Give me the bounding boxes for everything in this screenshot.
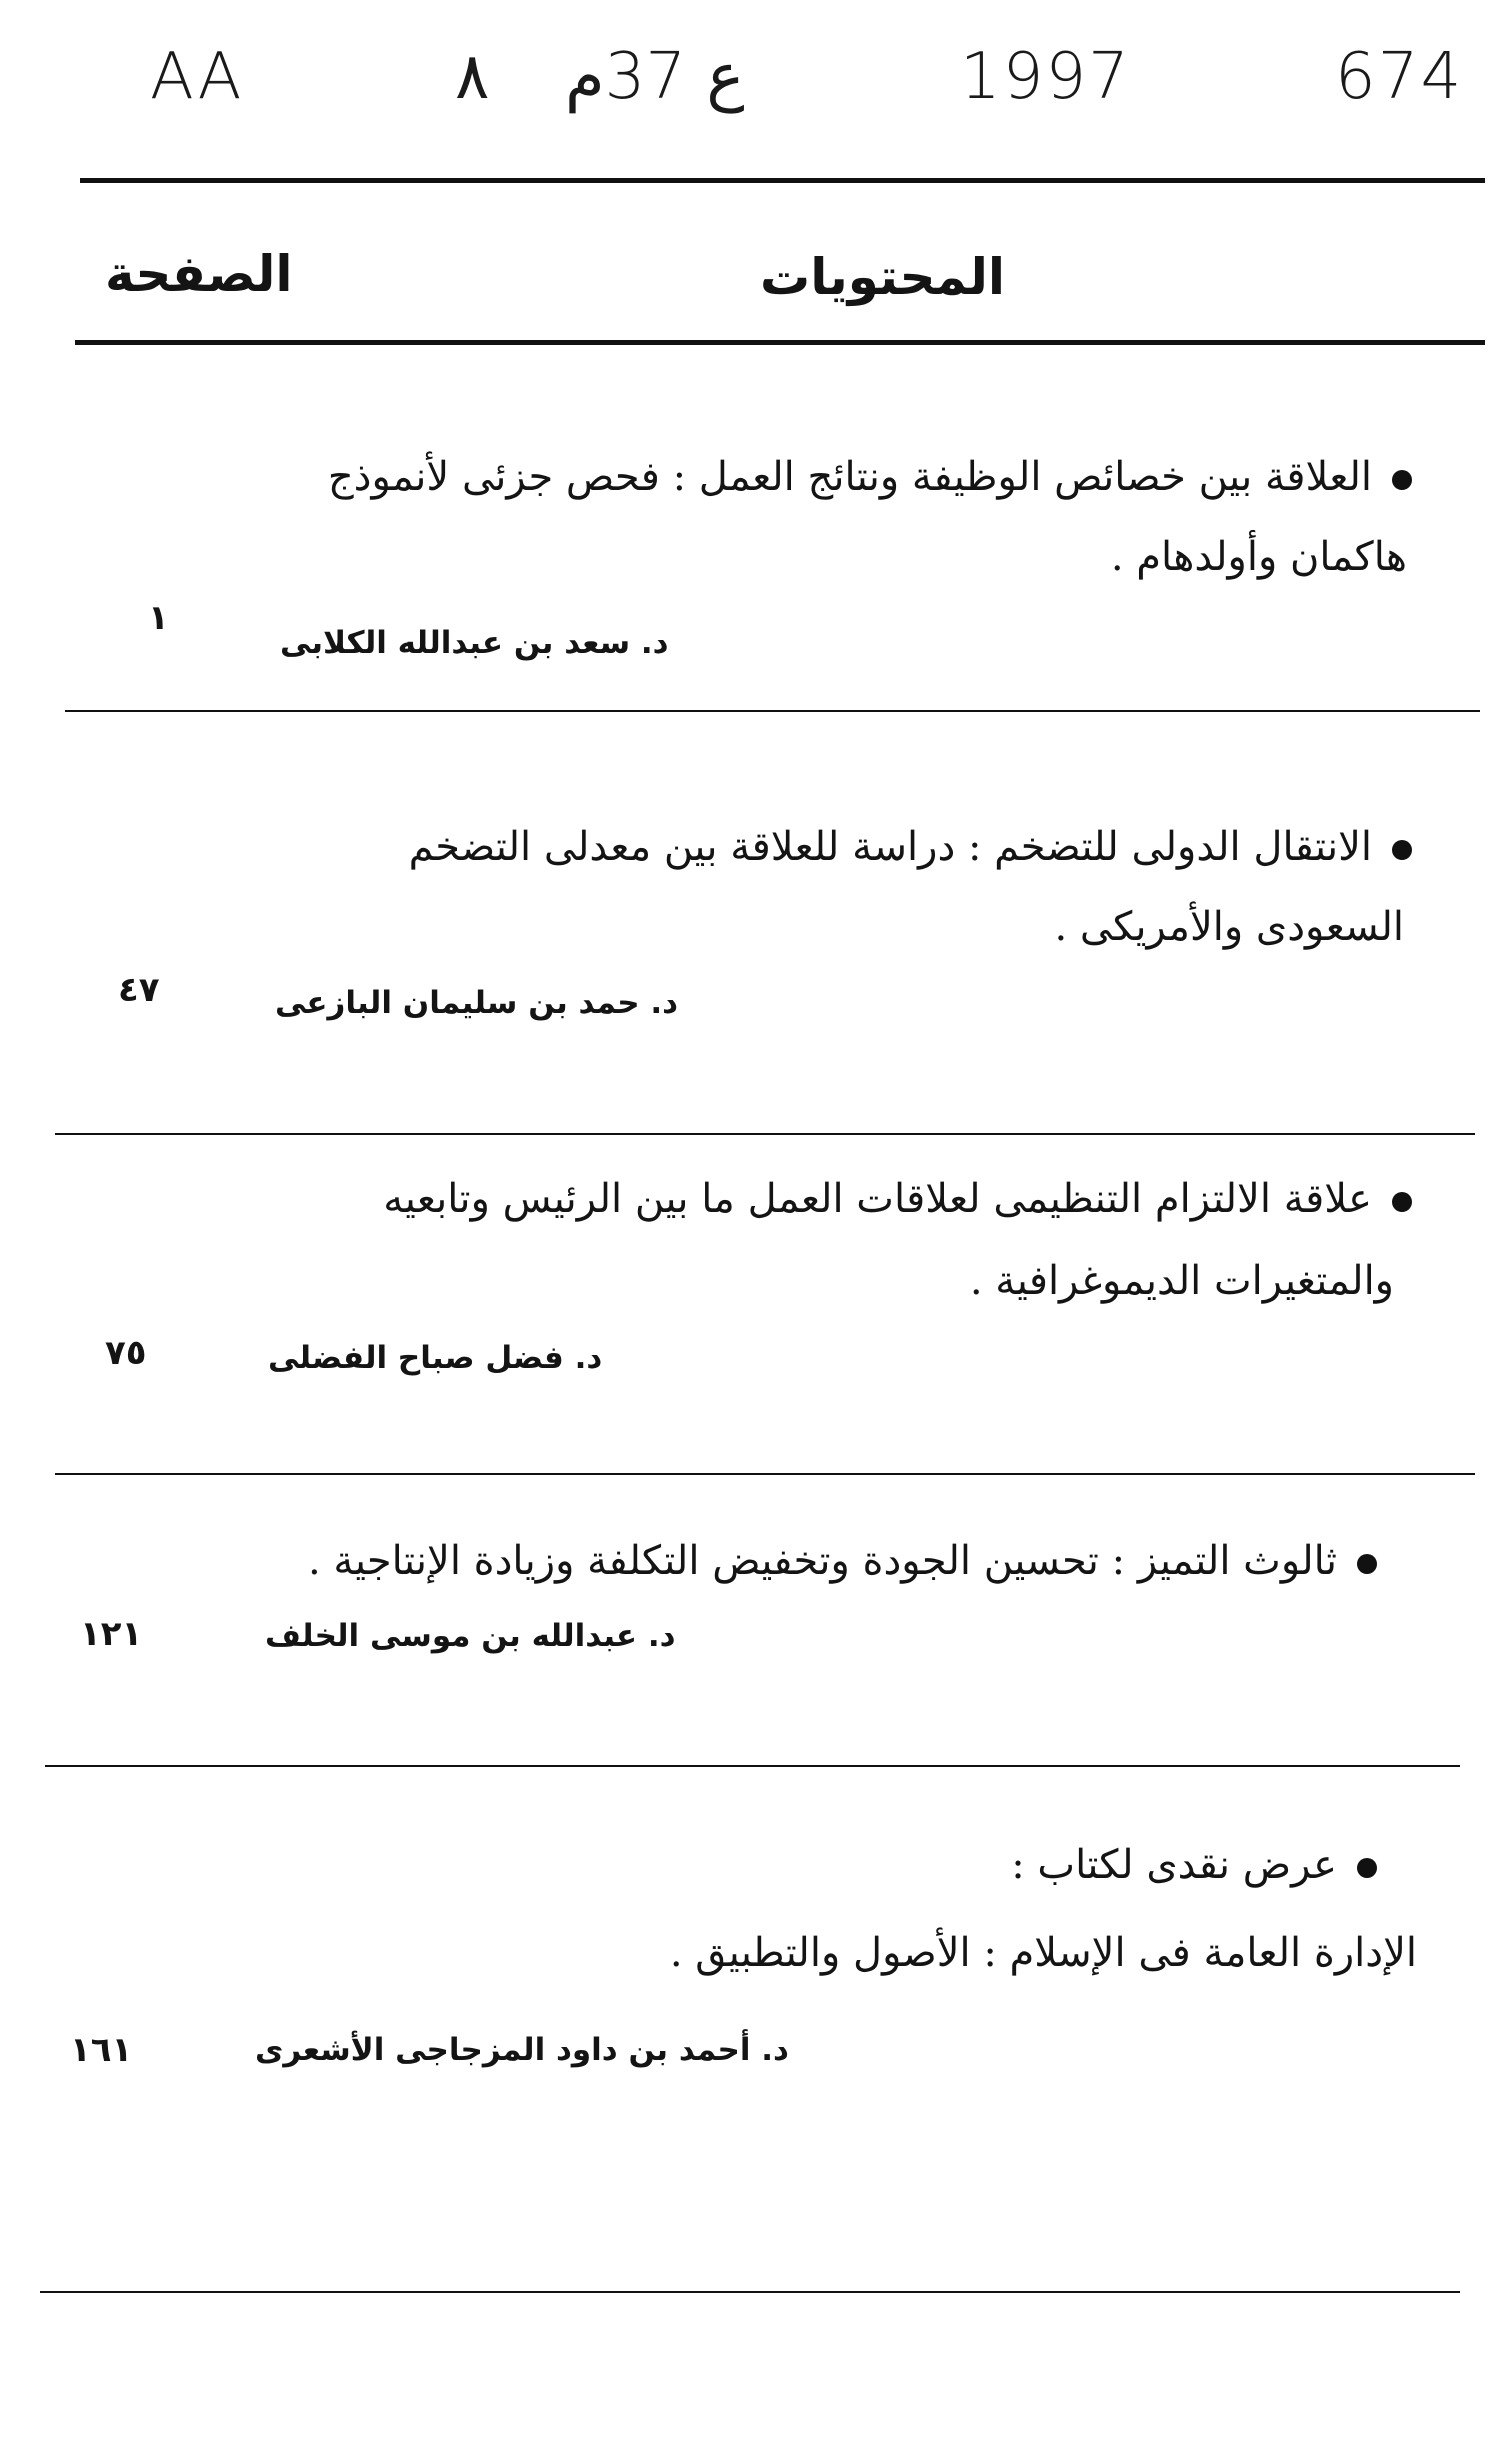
entry-5-author: د. أحمد بن داود المزجاجى الأشعرى xyxy=(255,2032,789,2068)
entry-4-page: ١٢١ xyxy=(80,1614,143,1654)
entry-1-title-line2: هاكمان وأولدهام . xyxy=(1110,534,1407,580)
handwritten-year: 1997 xyxy=(960,40,1131,114)
bottom-rule xyxy=(40,2291,1460,2293)
handwritten-code-2: ٨ xyxy=(455,40,490,114)
divider-2 xyxy=(55,1133,1475,1135)
entry-2-title-line1: الانتقال الدولى للتضخم : دراسة للعلاقة بين معدلى التضخم xyxy=(409,806,1412,888)
bullet-icon xyxy=(1392,1192,1412,1212)
divider-1 xyxy=(65,710,1480,712)
handwritten-number: 674 xyxy=(1335,40,1464,114)
entry-1-author: د. سعد بن عبدالله الكلابى xyxy=(280,625,669,661)
bullet-icon xyxy=(1357,1554,1377,1574)
entry-2-page: ٤٧ xyxy=(118,970,160,1010)
entry-3-author: د. فضل صباح الفضلى xyxy=(268,1340,603,1376)
entry-2-title-line2: السعودى والأمريكى . xyxy=(1054,904,1404,950)
entry-3-page: ٧٥ xyxy=(105,1333,147,1373)
divider-3 xyxy=(55,1473,1475,1475)
page-column-heading: الصفحة xyxy=(105,245,293,303)
header-bottom-rule xyxy=(75,340,1485,345)
entry-1-page: ١ xyxy=(148,598,169,638)
entry-2-author: د. حمد بن سليمان البازعى xyxy=(275,985,679,1021)
entry-1-title-line1: العلاقة بين خصائص الوظيفة ونتائج العمل : فحص جزئى لأنموذج xyxy=(328,436,1412,518)
contents-heading: المحتويات xyxy=(760,248,1006,306)
entry-3-title-line2: والمتغيرات الديموغرافية . xyxy=(969,1258,1394,1304)
entry-5-page: ١٦١ xyxy=(70,2030,133,2070)
divider-4 xyxy=(45,1765,1460,1767)
entry-5-title-line2: الإدارة العامة فى الإسلام : الأصول والتطبيق . xyxy=(669,1930,1417,1976)
entry-4-author: د. عبدالله بن موسى الخلف xyxy=(265,1618,676,1654)
bullet-icon xyxy=(1392,840,1412,860)
handwritten-code-1: AA xyxy=(150,40,244,114)
entry-5-title-line1: عرض نقدى لكتاب : xyxy=(1011,1824,1377,1906)
entry-4-title-line1: ثالوث التميز : تحسين الجودة وتخفيض التكلفة وزيادة الإنتاجية . xyxy=(308,1520,1377,1602)
header-top-rule xyxy=(80,178,1485,183)
bullet-icon xyxy=(1392,470,1412,490)
bullet-icon xyxy=(1357,1858,1377,1878)
entry-3-title-line1: علاقة الالتزام التنظيمى لعلاقات العمل ما بين الرئيس وتابعيه xyxy=(383,1158,1412,1240)
handwritten-volume: ع 37م xyxy=(565,40,745,114)
